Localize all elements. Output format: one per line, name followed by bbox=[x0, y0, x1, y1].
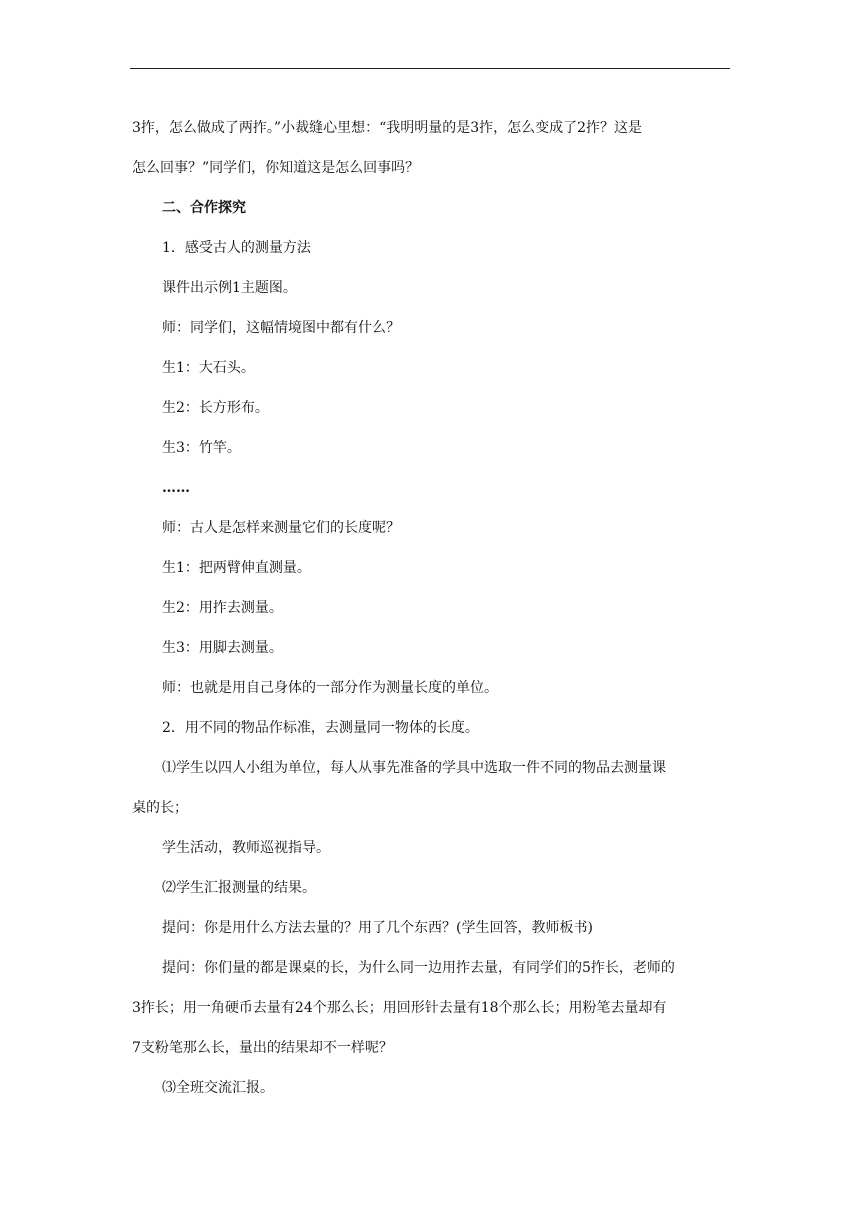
paragraph-line: 师：古人是怎样来测量它们的长度呢？ bbox=[162, 520, 400, 536]
paragraph-line: 生3：用脚去测量。 bbox=[162, 640, 283, 656]
paragraph-line: 课件出示例1主题图。 bbox=[162, 280, 297, 296]
section-heading: …… bbox=[162, 480, 190, 496]
paragraph-line: 桌的长； bbox=[132, 800, 188, 816]
paragraph-line: 生1：大石头。 bbox=[162, 360, 255, 376]
paragraph-line: ⑵学生汇报测量的结果。 bbox=[162, 880, 316, 896]
paragraph-line: 生3：竹竿。 bbox=[162, 440, 241, 456]
paragraph-line: 2．用不同的物品作标准，去测量同一物体的长度。 bbox=[162, 720, 479, 736]
paragraph-line: 生2：用拃去测量。 bbox=[162, 600, 283, 616]
paragraph-line: 怎么回事？”同学们，你知道这是怎么回事吗？ bbox=[132, 160, 420, 176]
paragraph-line: 3拃长；用一角硬币去量有24个那么长；用回形针去量有18个那么长；用粉笔去量却有 bbox=[132, 1000, 667, 1016]
paragraph-line: 1．感受古人的测量方法 bbox=[162, 240, 311, 256]
paragraph-line: 提问：你们量的都是课桌的长，为什么同一边用拃去量，有同学们的5拃长，老师的 bbox=[162, 960, 675, 976]
paragraph-line: 学生活动，教师巡视指导。 bbox=[162, 840, 330, 856]
paragraph-line: 提问：你是用什么方法去量的？用了几个东西？(学生回答，教师板书) bbox=[162, 920, 593, 936]
paragraph-line: ⑴学生以四人小组为单位，每人从事先准备的学具中选取一件不同的物品去测量课 bbox=[162, 760, 666, 776]
section-heading: 二、合作探究 bbox=[162, 200, 246, 216]
paragraph-line: 师：也就是用自己身体的一部分作为测量长度的单位。 bbox=[162, 680, 498, 696]
paragraph-line: 生1：把两臂伸直测量。 bbox=[162, 560, 311, 576]
paragraph-line: 3拃，怎么做成了两拃。”小裁缝心里想：“我明明量的是3拃，怎么变成了2拃？这是 bbox=[132, 120, 643, 136]
document-body bbox=[132, 108, 728, 1108]
paragraph-line: 生2：长方形布。 bbox=[162, 400, 269, 416]
paragraph-line: 师：同学们，这幅情境图中都有什么？ bbox=[162, 320, 400, 336]
paragraph-line: ⑶全班交流汇报。 bbox=[162, 1080, 274, 1096]
header-rule bbox=[130, 68, 730, 69]
paragraph-line: 7支粉笔那么长，量出的结果却不一样呢？ bbox=[132, 1040, 393, 1056]
